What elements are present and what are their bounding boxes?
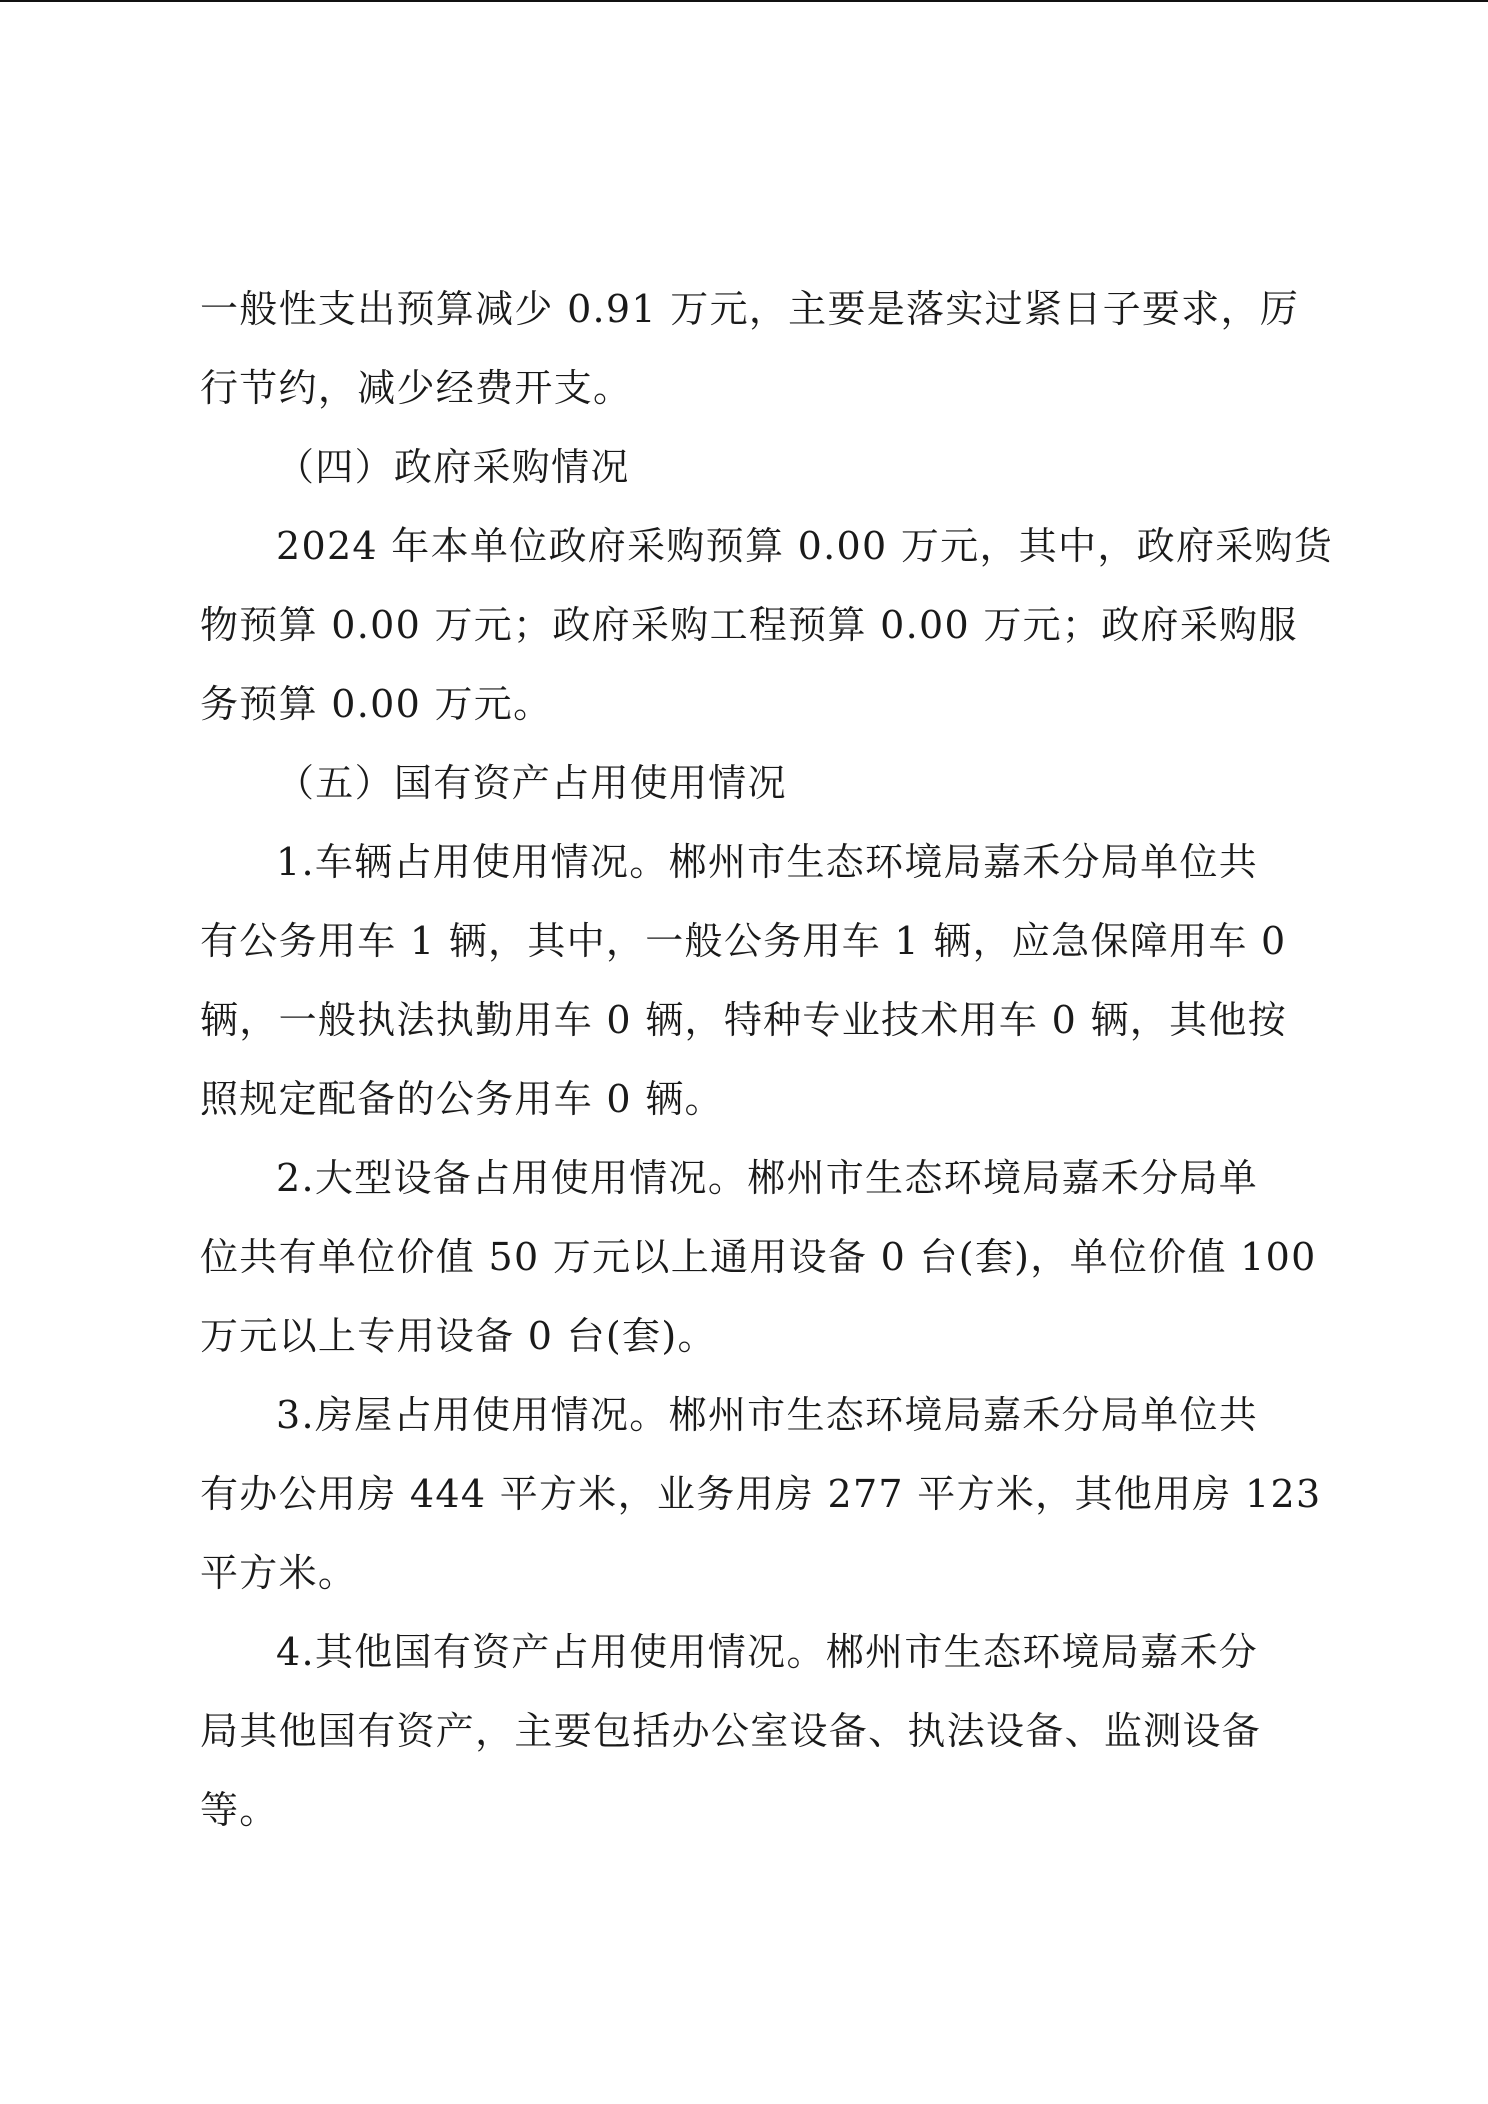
text-line: 照规定配备的公务用车 0 辆。: [200, 1077, 724, 1121]
text-line: （四）政府采购情况: [276, 445, 630, 489]
text-line: 2.大型设备占用使用情况。郴州市生态环境局嘉禾分局单: [276, 1156, 1259, 1200]
text-line: （五）国有资产占用使用情况: [276, 761, 787, 805]
text-line: 1.车辆占用使用情况。郴州市生态环境局嘉禾分局单位共: [276, 840, 1259, 884]
text-line: 一般性支出预算减少 0.91 万元，主要是落实过紧日子要求，厉: [200, 287, 1300, 331]
document-body: [200, 270, 1334, 1850]
text-line: 万元以上专用设备 0 台(套)。: [200, 1314, 717, 1358]
text-line: 行节约，减少经费开支。: [200, 366, 633, 410]
text-line: 局其他国有资产，主要包括办公室设备、执法设备、监测设备: [200, 1709, 1262, 1753]
text-line: 位共有单位价值 50 万元以上通用设备 0 台(套)，单位价值 100: [200, 1235, 1317, 1279]
text-line: 2024 年本单位政府采购预算 0.00 万元，其中，政府采购货: [276, 524, 1334, 568]
text-line: 3.房屋占用使用情况。郴州市生态环境局嘉禾分局单位共: [276, 1393, 1259, 1437]
text-line: 有公务用车 1 辆，其中，一般公务用车 1 辆，应急保障用车 0: [200, 919, 1287, 963]
text-line: 有办公用房 444 平方米，业务用房 277 平方米，其他用房 123: [200, 1472, 1322, 1516]
text-line: 4.其他国有资产占用使用情况。郴州市生态环境局嘉禾分: [276, 1630, 1259, 1674]
text-line: 辆，一般执法执勤用车 0 辆，特种专业技术用车 0 辆，其他按: [200, 998, 1287, 1042]
text-line: 务预算 0.00 万元。: [200, 682, 553, 726]
text-line: 等。: [200, 1788, 279, 1832]
text-line: 平方米。: [200, 1551, 358, 1595]
text-line: 物预算 0.00 万元；政府采购工程预算 0.00 万元；政府采购服: [200, 603, 1298, 647]
